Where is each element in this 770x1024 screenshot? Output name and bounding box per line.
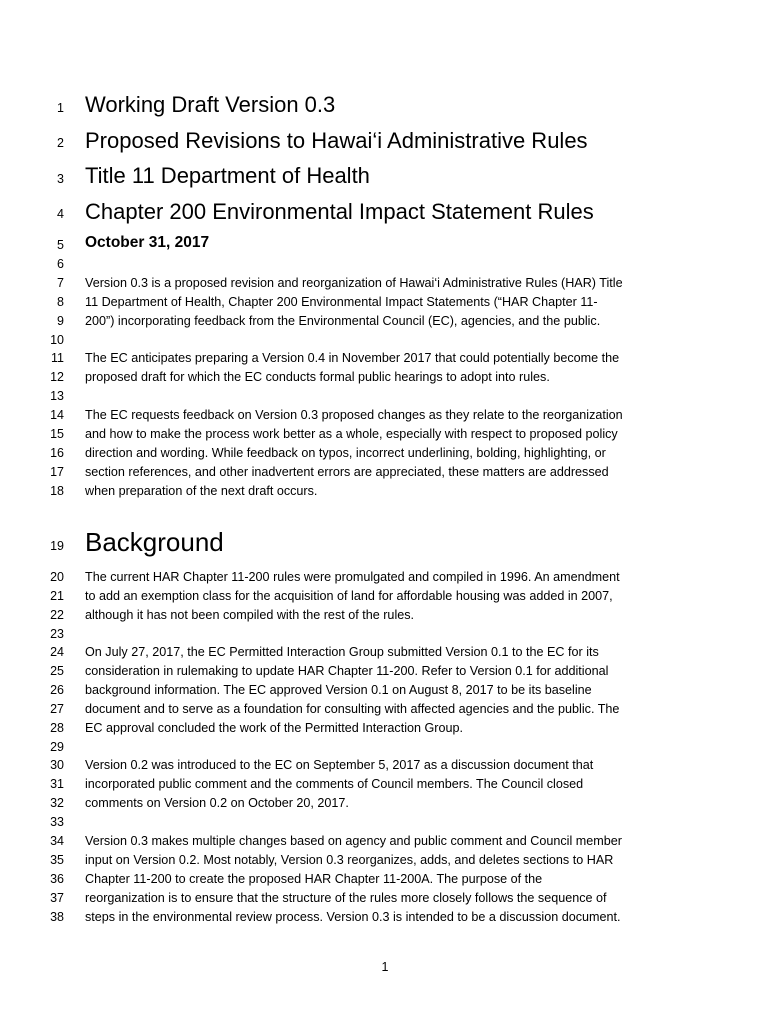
line-number: 19 [50,539,64,553]
line-number: 8 [57,295,64,309]
body-line: reorganization is to ensure that the structure of the rules more closely follows the sequence of [85,891,607,905]
line-number: 11 [51,351,64,365]
line-number: 17 [50,465,64,479]
body-line: The current HAR Chapter 11-200 rules were promulgated and compiled in 1996. An amendment [85,570,620,584]
line-number: 9 [57,314,64,328]
line-number: 32 [50,796,64,810]
body-line: Version 0.3 is a proposed revision and reorganization of Hawai‘i Administrative Rules (HAR) Title [85,276,623,290]
body-line: 11 Department of Health, Chapter 200 Environmental Impact Statements (“HAR Chapter 11- [85,295,598,309]
line-number: 3 [57,172,64,186]
body-line: EC approval concluded the work of the Permitted Interaction Group. [85,721,464,735]
body-line: 200”) incorporating feedback from the Environmental Council (EC), agencies, and the public. [85,314,601,328]
body-line: steps in the environmental review process. Version 0.3 is intended to be a discussion document. [85,910,621,924]
body-line: when preparation of the next draft occurs. [85,484,318,498]
page-number: 1 [381,960,389,974]
line-number: 28 [50,721,64,735]
line-number: 2 [57,136,64,150]
line-number: 24 [50,645,64,659]
body-line: comments on Version 0.2 on October 20, 2017. [85,796,349,810]
body-line: and how to make the process work better as a whole, especially with respect to proposed policy [85,427,618,441]
body-line: The EC requests feedback on Version 0.3 proposed changes as they relate to the reorganization [85,408,623,422]
body-line: document and to serve as a foundation for consulting with affected agencies and the public. The [85,702,620,716]
line-number: 31 [50,777,64,791]
line-number: 18 [50,484,64,498]
line-number: 1 [57,101,64,115]
line-number: 4 [57,207,64,221]
line-number: 7 [57,276,64,290]
title-line: Working Draft Version 0.3 [85,92,336,117]
line-number: 23 [50,627,64,641]
line-number: 12 [50,370,64,384]
line-number: 14 [50,408,64,422]
line-number: 10 [50,333,64,347]
body-line: although it has not been compiled with the rest of the rules. [85,608,415,622]
line-number: 25 [50,664,64,678]
body-line: section references, and other inadvertent errors are appreciated, these matters are addressed [85,465,609,479]
body-line: proposed draft for which the EC conducts formal public hearings to adopt into rules. [85,370,550,384]
line-number: 30 [50,758,64,772]
title-line: Chapter 200 Environmental Impact Statement Rules [85,199,594,224]
line-number: 37 [50,891,64,905]
line-number: 27 [50,702,64,716]
line-number: 6 [57,257,64,271]
line-number: 34 [50,834,64,848]
line-number: 21 [50,589,64,603]
title-line: Proposed Revisions to Hawai‘i Administrative Rules [85,128,588,153]
line-number: 16 [50,446,64,460]
document-date: October 31, 2017 [85,234,210,251]
body-line: On July 27, 2017, the EC Permitted Interaction Group submitted Version 0.1 to the EC for its [85,645,599,659]
line-number: 26 [50,683,64,697]
body-line: Version 0.2 was introduced to the EC on September 5, 2017 as a discussion document that [85,758,594,772]
line-number: 33 [50,815,64,829]
body-line: direction and wording. While feedback on typos, incorrect underlining, bolding, highlighting, or [85,446,606,460]
line-number: 20 [50,570,64,584]
line-number: 35 [50,853,64,867]
line-number: 29 [50,740,64,754]
body-line: to add an exemption class for the acquisition of land for affordable housing was added in 2007, [85,589,613,603]
line-number: 36 [50,872,64,886]
title-line: Title 11 Department of Health [85,163,370,188]
body-line: Version 0.3 makes multiple changes based on agency and public comment and Council member [85,834,622,848]
body-line: The EC anticipates preparing a Version 0.4 in November 2017 that could potentially become the [85,351,620,365]
line-number: 15 [50,427,64,441]
body-line: Chapter 11-200 to create the proposed HAR Chapter 11-200A. The purpose of the [85,872,543,886]
line-number: 38 [50,910,64,924]
line-number: 5 [57,238,64,252]
body-line: input on Version 0.2. Most notably, Version 0.3 reorganizes, adds, and deletes sections to HAR [85,853,614,867]
line-number: 13 [50,389,64,403]
body-line: incorporated public comment and the comments of Council members. The Council closed [85,777,584,791]
line-number: 22 [50,608,64,622]
body-line: consideration in rulemaking to update HAR Chapter 11-200. Refer to Version 0.1 for additional [85,664,609,678]
section-heading: Background [85,527,224,557]
body-line: background information. The EC approved Version 0.1 on August 8, 2017 to be its baseline [85,683,592,697]
